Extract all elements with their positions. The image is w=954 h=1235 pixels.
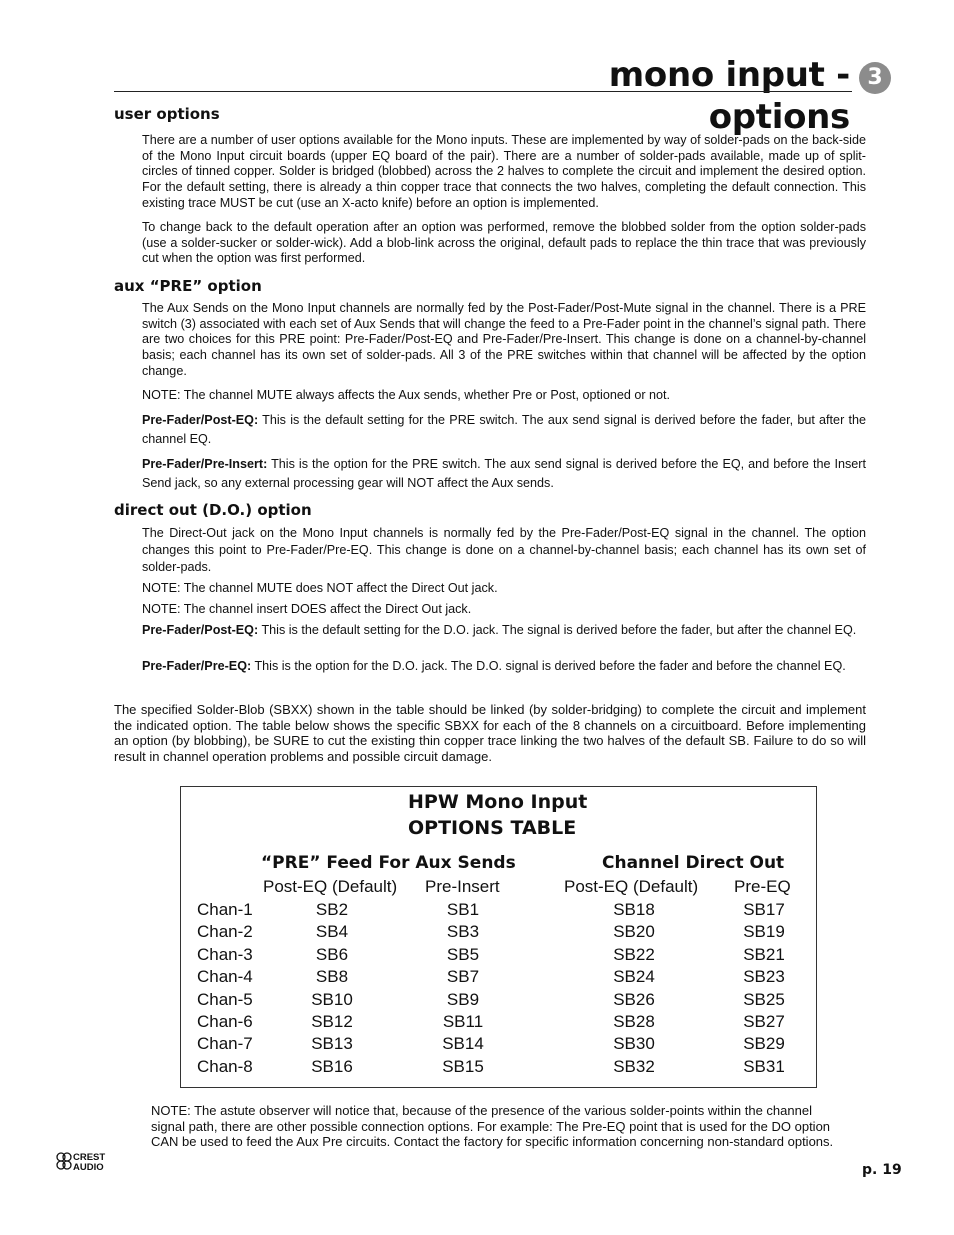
- table-title-line-2: OPTIONS TABLE: [408, 817, 577, 839]
- column-header: Pre-EQ: [734, 877, 791, 896]
- page-title: mono input - options: [608, 55, 850, 137]
- table-cell: SB4: [315, 922, 349, 942]
- options-table: [180, 786, 817, 1088]
- page-number: p. 19: [862, 1162, 902, 1178]
- direct-out-paragraph: The Direct-Out jack on the Mono Input channels is normally fed by the Pre-Fader/Post-EQ signal in the channel. The option changes this point to Pre-Fader/Pre-EQ. This change is done on a channel-by-channel basis; each channel has its own set of solder-pads.: [142, 526, 866, 574]
- channel-label: Chan-2: [197, 922, 253, 942]
- chapter-badge: 3: [859, 62, 891, 94]
- table-cell: SB22: [613, 944, 655, 964]
- table-cell: SB16: [311, 1056, 353, 1076]
- aux-pre-option-post-eq: [142, 411, 866, 449]
- title-rule: [114, 91, 852, 92]
- table-cell: SB1: [446, 900, 480, 919]
- table-cell: SB7: [446, 967, 480, 987]
- heading-direct-out-option: direct out (D.O.) option: [114, 501, 312, 519]
- table-cell: SB30: [613, 1034, 655, 1054]
- logo-text-line-2: AUDIO: [73, 1162, 104, 1173]
- direct-out-note-mute: NOTE: The channel MUTE does NOT affect the Direct Out jack.: [142, 581, 498, 595]
- aux-pre-option-pre-insert: [142, 455, 866, 493]
- user-options-paragraph-2: To change back to the default operation after an option was performed, remove the blobbed solder from the option solder-pads (use a solder-sucker or solder-wick). Add a blob-link across the original, default pads to replace the thin trace that was previously cut when the option was first performed.: [142, 220, 866, 266]
- option-text: This is the default setting for the D.O. jack. The signal is derived before the fader, but after the channel EQ.: [258, 623, 857, 637]
- channel-label: Chan-8: [197, 1056, 253, 1076]
- table-cell: SB5: [446, 944, 480, 964]
- table-cell: SB23: [743, 967, 785, 987]
- logo-text-line-1: CREST: [73, 1152, 106, 1163]
- user-options-paragraph-1: There are a number of user options available for the Mono inputs. These are implemented by way of solder-pads on the back-side of the Mono Input circuit boards (upper EQ board of the pair). There are a number of solder-pads available, made up of split-circles of tinned copper. Solder is bridged (blobbed) across the 2 halves to complete the circuit and implement the desired option. For the default setting, there is already a thin copper trace that connects the two halves, completing the default connection. This existing trace MUST be cut (use an X-acto knife) before an option is implemented.: [142, 133, 866, 210]
- table-cell: SB25: [743, 989, 785, 1009]
- column-header: Pre-Insert: [425, 877, 500, 896]
- table-cell: SB28: [613, 1012, 655, 1031]
- option-label: Pre-Fader/Post-EQ:: [142, 623, 259, 637]
- direct-out-option-pre-eq: [142, 658, 866, 676]
- table-cell: SB14: [442, 1034, 484, 1054]
- table-cell: SB32: [613, 1056, 655, 1076]
- option-text: This is the default setting for the PRE switch. The aux send signal is derived before the fader, but after the channel EQ.: [142, 413, 866, 446]
- direct-out-option-post-eq: [142, 623, 866, 639]
- option-text: This is the option for the D.O. jack. The D.O. signal is derived before the fader and before the channel EQ.: [251, 659, 846, 673]
- table-cell: SB24: [613, 967, 655, 987]
- channel-label: Chan-1: [197, 900, 253, 919]
- table-cell: SB29: [743, 1034, 785, 1054]
- option-label: Pre-Fader/Pre-EQ:: [142, 659, 252, 673]
- table-cell: SB19: [743, 922, 785, 942]
- table-cell: SB3: [446, 922, 480, 942]
- table-title-line-1: HPW Mono Input: [408, 791, 588, 813]
- table-cell: SB17: [743, 900, 785, 919]
- table-cell: SB11: [442, 1012, 484, 1031]
- table-cell: SB21: [743, 944, 785, 964]
- option-text: This is the option for the PRE switch. The aux send signal is derived before the EQ, and before the Insert Send jack, so any external processing gear will NOT affect the Aux sends.: [142, 457, 866, 490]
- direct-out-note-insert: NOTE: The channel insert DOES affect the Direct Out jack.: [142, 602, 472, 616]
- channel-label: Chan-3: [197, 944, 253, 964]
- option-label: Pre-Fader/Pre-Insert:: [142, 457, 268, 471]
- aux-pre-paragraph: The Aux Sends on the Mono Input channels are normally fed by the Post-Fader/Post-Mute signal in the channel. There is a PRE switch (3) associated with each set of Aux Sends that will change the feed to a Pre-Fader point in the channel’s signal path. There are two choices for this PRE point: Pre-Fader/Post-EQ and Pre-Fader/Pre-Insert. This change is done on a channel-by-channel basis; each channel has its own set of solder-pads. All 3 of the PRE switches within that channel will be affected by the option change.: [142, 301, 866, 378]
- table-cell: SB18: [613, 900, 655, 919]
- channel-label: Chan-7: [197, 1034, 253, 1054]
- heading-user-options: user options: [114, 105, 220, 123]
- table-cell: SB12: [311, 1012, 353, 1031]
- aux-pre-note: NOTE: The channel MUTE always affects the Aux sends, whether Pre or Post, optioned or not.: [142, 388, 671, 402]
- group-header-aux-sends: “PRE” Feed For Aux Sends: [261, 853, 516, 873]
- channel-label: Chan-6: [197, 1012, 253, 1031]
- table-cell: SB26: [613, 989, 655, 1009]
- table-note: NOTE: The astute observer will notice that, because of the presence of the various solder-points within the channel signal path, there are other possible connection options. For example: The Pre-EQ point that is used for the DO option CAN be used to feed the Aux Pre circuits. Contact the factory for specific information concerning non-standard options.: [151, 1103, 834, 1150]
- table-cell: SB13: [311, 1034, 353, 1054]
- option-label: Pre-Fader/Post-EQ:: [142, 413, 259, 427]
- column-header: Post-EQ (Default): [263, 877, 398, 896]
- table-cell: SB10: [311, 989, 353, 1009]
- channel-label: Chan-4: [197, 967, 253, 987]
- table-cell: SB2: [315, 900, 349, 919]
- table-cell: SB20: [613, 922, 655, 942]
- table-cell: SB27: [743, 1012, 785, 1031]
- table-cell: SB15: [442, 1056, 484, 1076]
- table-cell: SB31: [743, 1056, 785, 1076]
- solder-blob-explanation: The specified Solder-Blob (SBXX) shown in the table should be linked (by solder-bridging) to complete the circuit and implement the indicated option. The table below shows the specific SBXX for each of the 8 channels on a circuitboard. Before implementing an option (by blobbing), be SURE to cut the existing thin copper trace linking the two halves of the default SB. Failure to do so will result in channel operation problems and possible circuit damage.: [114, 702, 866, 765]
- table-cell: SB6: [315, 944, 349, 964]
- group-header-direct-out: Channel Direct Out: [602, 853, 785, 873]
- channel-label: Chan-5: [197, 989, 253, 1009]
- column-header: Post-EQ (Default): [564, 877, 699, 896]
- table-cell: SB9: [446, 989, 480, 1009]
- crest-audio-logo: [55, 1148, 127, 1174]
- heading-aux-pre-option: aux “PRE” option: [114, 277, 262, 295]
- table-cell: SB8: [315, 967, 349, 987]
